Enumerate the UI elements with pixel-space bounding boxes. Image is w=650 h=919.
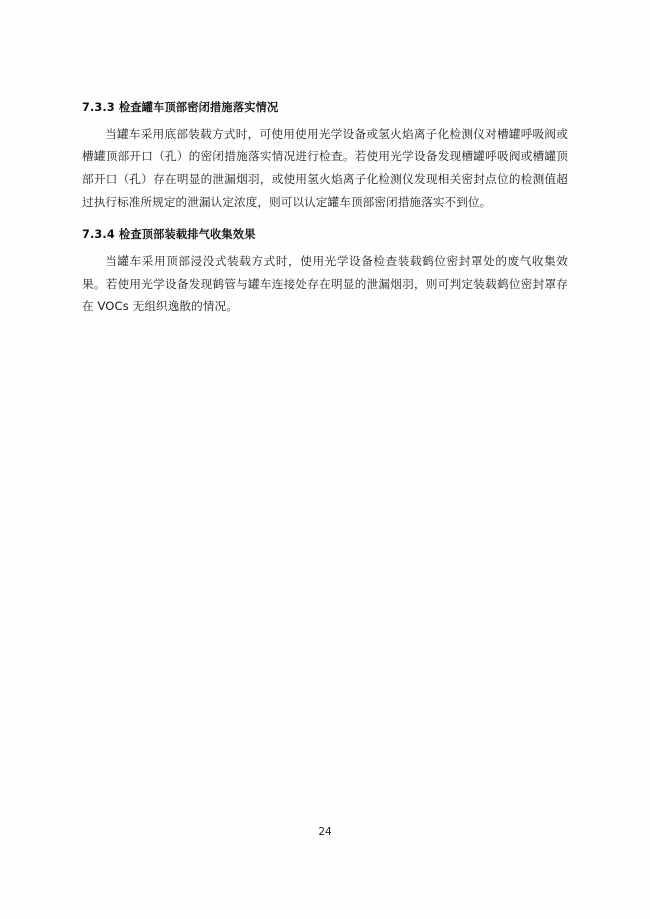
document-body [82,100,568,318]
page-number: 24 [318,826,332,838]
section-heading: 7.3.3 检查罐车顶部密闭措施落实情况 [82,101,279,114]
section-7-3-3 [82,100,568,213]
section-7-3-4 [82,227,568,318]
section-paragraph: 当罐车采用顶部浸没式装载方式时，使用光学设备检查装载鹤位密封罩处的废气收集效果。若使用光学设备发现鹤管与罐车连接处存在明显的泄漏烟羽，则可判定装载鹤位密封罩存在 VOCs 无组织逸散的情况。 [82,253,568,314]
section-paragraph: 当罐车采用底部装载方式时，可使用使用光学设备或氢火焰离子化检测仪对槽罐呼吸阀或槽罐顶部开口（孔）的密闭措施落实情况进行检查。若使用光学设备发现槽罐呼吸阀或槽罐顶部开口（孔）存在明显的泄漏烟羽，或使用氢火焰离子化检测仪发现相关密封点位的检测值超过执行标准所规定的泄漏认定浓度，则可以认定罐车顶部密闭措施落实不到位。 [82,126,568,209]
section-heading: 7.3.4 检查顶部装载排气收集效果 [82,228,256,242]
